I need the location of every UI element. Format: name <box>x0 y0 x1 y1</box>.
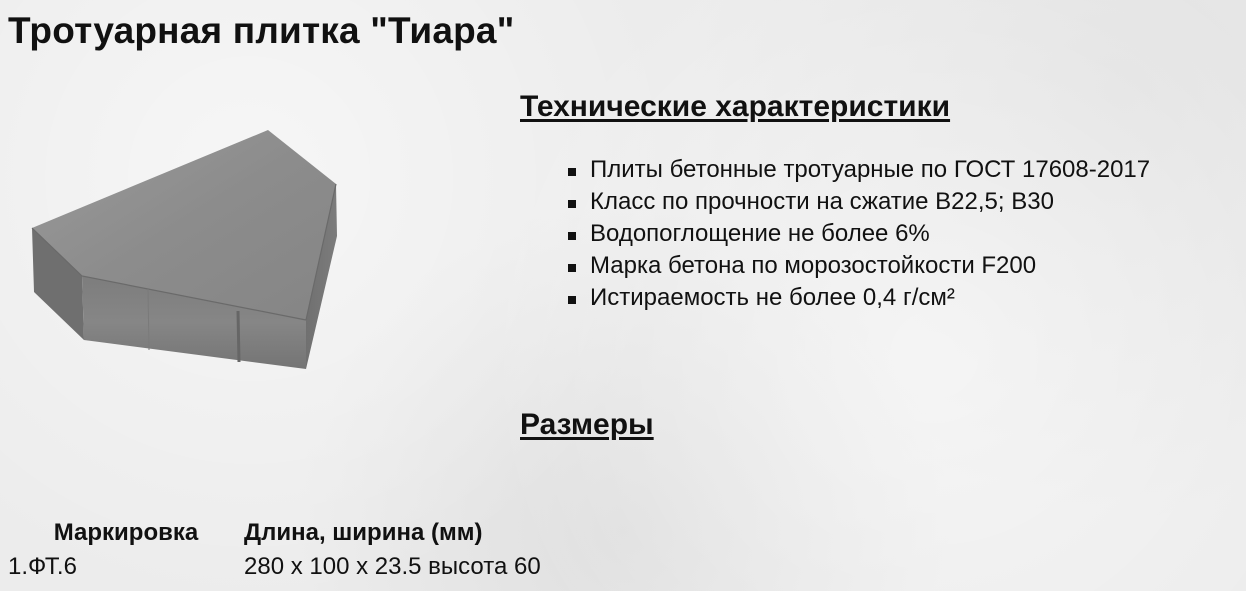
spec-text: Плиты бетонные тротуарные по ГОСТ 17608-2017 <box>590 156 1151 183</box>
spec-text: Класс по прочности на сжатие В22,5; В30 <box>590 188 1054 215</box>
square-bullet-icon <box>568 200 576 208</box>
square-bullet-icon <box>568 232 576 240</box>
sizes-table <box>8 516 541 584</box>
column-header-marking: Маркировка <box>53 519 199 546</box>
page-title: Тротуарная плитка "Тиара" <box>8 10 515 51</box>
table-row <box>8 550 541 584</box>
list-item <box>566 283 1150 315</box>
spec-text: Водопоглощение не более 6% <box>590 220 930 247</box>
tech-specs-list <box>566 155 1150 315</box>
square-bullet-icon <box>568 296 576 304</box>
list-item <box>566 251 1150 283</box>
paving-tile-image <box>28 126 342 371</box>
spec-text: Истираемость не более 0,4 г/см² <box>590 284 955 311</box>
list-item <box>566 187 1150 219</box>
spec-text: Марка бетона по морозостойкости F200 <box>590 252 1037 279</box>
cell-marking: 1.ФТ.6 <box>8 553 77 580</box>
list-item <box>566 155 1150 187</box>
tech-specs-heading: Технические характеристики <box>520 90 951 123</box>
cell-dimensions: 280 х 100 х 23.5 высота 60 <box>244 553 541 580</box>
list-item <box>566 219 1150 251</box>
square-bullet-icon <box>568 264 576 272</box>
square-bullet-icon <box>568 168 576 176</box>
table-header-row <box>8 516 541 550</box>
column-header-dimensions: Длина, ширина (мм) <box>244 519 483 546</box>
sizes-heading: Размеры <box>520 408 654 441</box>
